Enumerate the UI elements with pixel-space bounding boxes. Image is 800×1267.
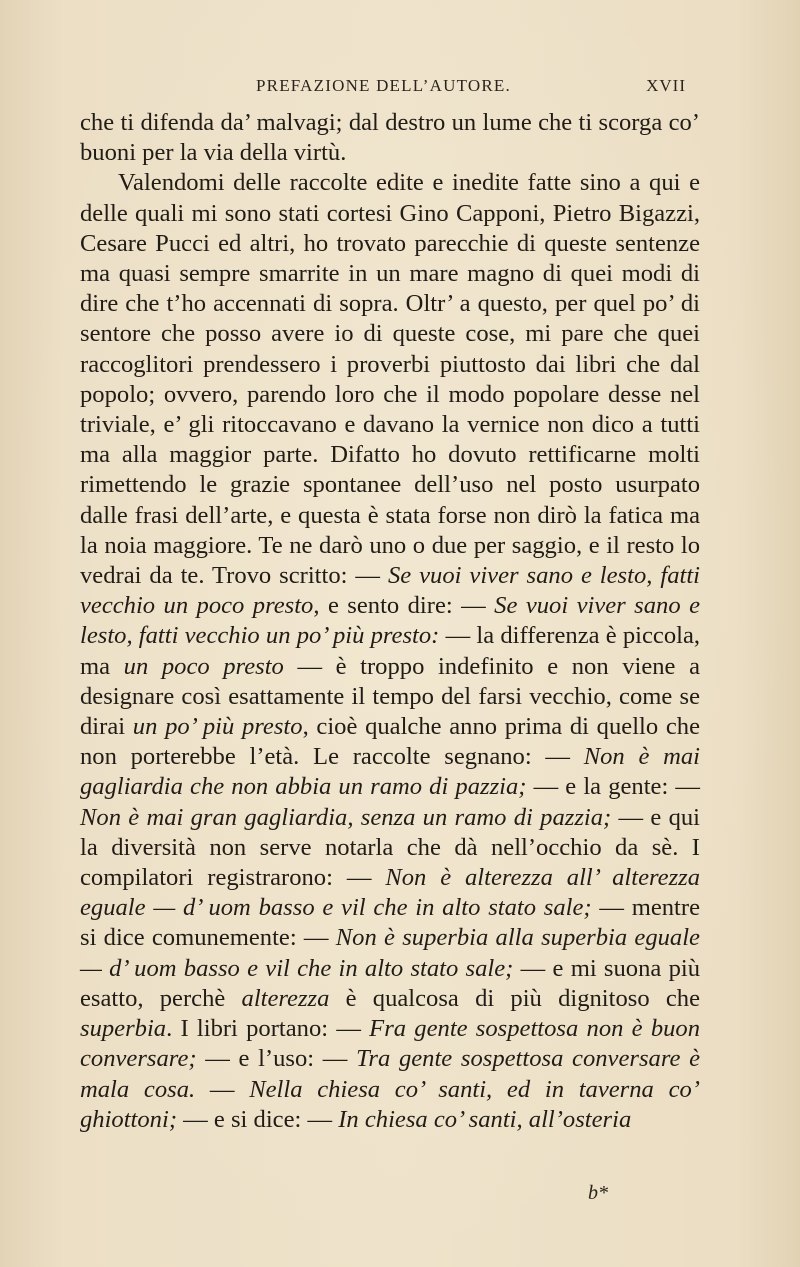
page-number: XVII: [646, 76, 686, 95]
text-run: Valendomi delle raccolte edite e inedite fatte sino a qui e delle quali mi sono stati cortesi Gino Capponi, Pietro Bigazzi, Cesare Pucci ed altri, ho trovato parecchie di queste sentenze ma quasi sempre smarrite in un mare magno di quei modi di dire che t’ho accennati di sopra. Oltr’ a questo, per quel po’ di sentore che posso avere io di queste cose, mi pare che quei raccoglitori prendessero i proverbi piuttosto dai libri che dal popolo; ovvero, parendo loro che il modo popolare desse nel triviale, e’ gli ritoccavano e davano la vernice non dico a tutti ma alla maggior parte. Difatto ho dovuto rettificarne molti rimettendo le grazie spontanee dell’uso nel posto usurpato dalle frasi dell’arte, e questa è stata forse non dirò la fatica ma la noia maggiore. Te ne darò uno o due per saggio, e il resto lo vedrai da te. Trovo scritto: —: [80, 169, 700, 590]
signature-mark: b*: [588, 1182, 608, 1204]
text-run: — mentre si dice comunemente: —: [80, 894, 700, 952]
running-head: [80, 76, 694, 102]
italic-phrase: In chiesa co’ santi, all’osteria: [338, 1105, 632, 1133]
text-run: — è troppo indefinito e non viene a designare così esattamente il tempo del farsi vecchio, come se dirai: [80, 652, 700, 741]
text-run: —: [195, 1075, 250, 1103]
text-run: che ti difenda da’ malvagi; dal destro un lume che ti scorga co’ buoni per la via della virtù.: [80, 109, 700, 167]
text-run: è qualcosa di più dignitoso che: [329, 984, 701, 1012]
italic-phrase: Nella chiesa co’ santi, ed in taverna co’ ghiottoni;: [80, 1075, 700, 1133]
text-run: — e qui la diversità non serve notarla che dà nell’occhio da sè. I compilatori registrarono: —: [80, 803, 700, 892]
text-run: — e la gente: —: [526, 773, 700, 801]
text-run: , e sento dire: —: [313, 592, 495, 620]
italic-phrase: superbia: [80, 1015, 167, 1043]
italic-phrase: alterezza: [241, 984, 330, 1012]
italic-phrase: Tra gente sospettosa conversare è mala cosa.: [80, 1045, 700, 1103]
italic-phrase: un poco presto: [123, 652, 284, 680]
italic-phrase: Se vuoi viver sano e lesto, fatti vecchio un poco presto: [80, 562, 700, 620]
italic-phrase: Se vuoi viver sano e lesto, fatti vecchio un po’ più presto:: [80, 592, 700, 650]
paragraph: [80, 108, 700, 168]
text-run: — e mi suona più esatto, perchè: [80, 954, 700, 1012]
italic-phrase: Non è mai gran gagliardia, senza un ramo di pazzia;: [80, 803, 612, 831]
italic-phrase: Non è superbia alla superbia eguale — d’ uom basso e vil che in alto stato sale;: [80, 924, 700, 982]
italic-phrase: Non è alterezza all’ alterezza eguale — d’ uom basso e vil che in alto stato sale;: [80, 864, 701, 922]
running-head-title: PREFAZIONE DELL’AUTORE.: [256, 76, 511, 95]
italic-phrase: Fra gente sospettosa non è buon conversare;: [80, 1015, 701, 1073]
body-text: [80, 108, 700, 1135]
italic-phrase: un po’ più presto: [132, 713, 303, 741]
text-run: , cioè qualche anno prima di quello che non porterebbe l’età. Le raccolte segnano: —: [80, 713, 700, 771]
paragraph: [80, 168, 700, 1135]
text-run: . I libri portano: —: [166, 1015, 370, 1043]
text-run: — e l’uso: —: [196, 1045, 357, 1073]
text-run: — la differenza è piccola, ma: [80, 622, 701, 680]
text-run: — e si dice: —: [177, 1105, 339, 1133]
italic-phrase: Non è mai gagliardia che non abbia un ramo di pazzia;: [80, 743, 700, 801]
